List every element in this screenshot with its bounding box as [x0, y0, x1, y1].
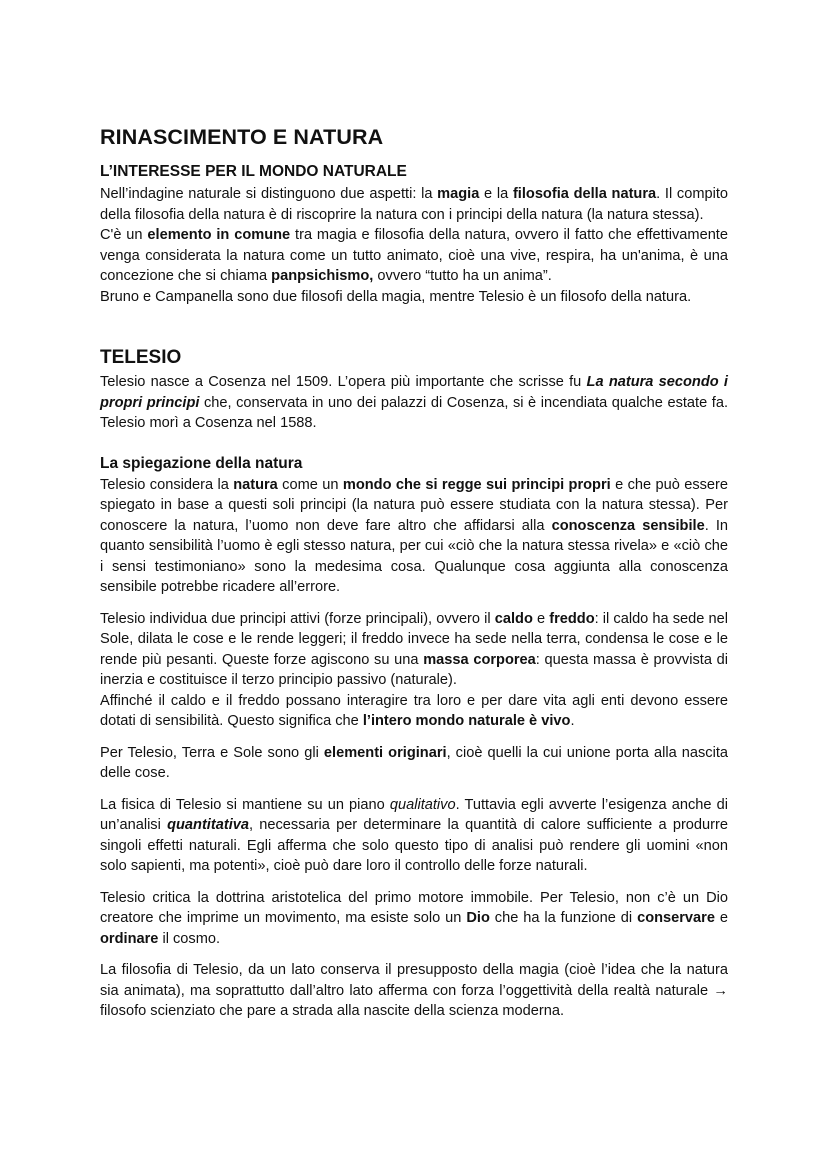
- bold-text: elementi originari: [323, 744, 447, 761]
- paragraph: [100, 225, 728, 287]
- text-run: , necessaria per determinare la quantità di calore sufficiente a produrre singoli effetti naturali. Egli afferma che solo questo tipo di analisi può rendere gli uomini «non solo sapienti, ma potenti», cioè può dare loro il controllo delle forze naturali.: [100, 817, 728, 874]
- page-title: RINASCIMENTO E NATURA: [100, 125, 384, 149]
- bold-text: elemento in comune: [147, 227, 291, 243]
- text-run: Per Telesio, Terra e Sole sono gli: [100, 744, 324, 761]
- text-run: come un: [277, 476, 343, 493]
- text-run: . Il compito della filosofia della natura è di riscoprire la natura con i principi della natura (la natura stessa).: [100, 186, 729, 223]
- bold-text: filosofia della natura: [512, 186, 657, 202]
- bold-text: natura: [233, 476, 278, 493]
- italic-text: qualitativo: [389, 796, 456, 813]
- bold-text: l’intero mondo naturale è vivo: [362, 713, 571, 729]
- text-run: il cosmo.: [158, 930, 221, 947]
- paragraph: [100, 475, 728, 598]
- text-run: La fisica di Telesio si mantiene su un piano: [100, 796, 390, 813]
- text-run: C'è un: [100, 227, 148, 243]
- text-run: . In quanto sensibilità l’uomo è egli stesso natura, per cui «ciò che la natura stessa rivela» e «ciò che i sensi testimoniano» sono la medesima cosa. Qualunque cosa aggiunta alla conoscenza sensibile potrebbe ricadere all’errore.: [100, 517, 728, 595]
- paragraph: [100, 960, 728, 1022]
- text-run: Nell’indagine naturale si distinguono due aspetti: la: [100, 186, 438, 202]
- text-run: e che può essere spiegato in base a questi soli principi (la natura può essere studiata con la natura stessa). Per conoscere la natura, l’uomo non deve fare altro che affidarsi alla: [100, 476, 729, 534]
- text-run: e: [714, 910, 729, 926]
- bold-text: massa corporea: [423, 651, 536, 668]
- bold-text: La natura secondo i propri principi: [100, 374, 728, 411]
- section-heading-interesse: L’INTERESSE PER IL MONDO NATURALE: [100, 163, 407, 180]
- bold-text: freddo: [549, 610, 595, 627]
- paragraph: [100, 184, 728, 225]
- paragraph: [100, 691, 728, 732]
- text-run: Affinché il caldo e il freddo possano interagire tra loro e per dare vita agli enti devono essere dotati di sensibilità. Questo significa che: [100, 692, 728, 729]
- bold-text: conoscenza sensibile: [551, 517, 705, 534]
- text-run: : questa massa è provvista di inerzia e costituisce il terzo principio passivo (naturale).: [100, 651, 729, 688]
- bold-text: quantitativa: [167, 817, 249, 833]
- bold-text: magia: [437, 186, 480, 202]
- bold-text: panpsichismo,: [271, 268, 374, 284]
- text-run: che ha la funzione di: [489, 910, 638, 926]
- text-run: e la: [479, 186, 513, 202]
- paragraph: [100, 743, 728, 784]
- bold-text: Dio: [466, 910, 490, 926]
- paragraph: [100, 888, 728, 950]
- text-run: che, conservata in uno dei palazzi di Cosenza, si è incendiata qualche estate fa. Telesio morì a Cosenza nel 1588.: [100, 394, 728, 431]
- bold-text: ordinare: [100, 930, 159, 947]
- paragraph: [100, 795, 728, 877]
- bold-text: mondo che si regge sui principi propri: [342, 476, 611, 493]
- text-run: Telesio nasce a Cosenza nel 1509. L’opera più importante che scrisse fu: [100, 374, 587, 390]
- text-run: e: [532, 610, 550, 627]
- text-run: tra magia e filosofia della natura, ovvero il fatto che effettivamente venga considerata la natura come un tutto animato, cioè una vive, respira, ha un'anima, è una concezione che si chiama: [100, 227, 728, 284]
- text-run: ovvero “tutto ha un anima”.: [373, 268, 552, 284]
- subheading-spiegazione: La spiegazione della natura: [100, 454, 303, 472]
- bold-text: caldo: [494, 610, 533, 627]
- text-run: , cioè quelli la cui unione porta alla nascita delle cose.: [100, 744, 728, 781]
- text-run: .: [570, 713, 575, 729]
- section-heading-telesio: TELESIO: [100, 347, 182, 368]
- paragraph: [100, 372, 728, 434]
- paragraph: [100, 609, 728, 691]
- text-run: . Tuttavia egli avverte l’esigenza anche di un’analisi: [100, 796, 728, 833]
- text-run: Telesio individua due principi attivi (forze principali), ovvero il: [100, 610, 495, 627]
- text-run: : il caldo ha sede nel Sole, dilata le cose e le rende leggeri; il freddo invece ha sede nella terra, condensa le cose e le rende più pesanti. Queste forze agiscono su una: [100, 610, 728, 668]
- paragraph: [100, 287, 728, 308]
- text-run: Telesio considera la: [100, 476, 234, 493]
- bold-text: conservare: [637, 910, 715, 926]
- text-run: Bruno e Campanella sono due filosofi della magia, mentre Telesio è un filosofo della natura.: [100, 288, 692, 305]
- text-run: Telesio critica la dottrina aristotelica del primo motore immobile. Per Telesio, non c’è un Dio creatore che imprime un movimento, ma esiste solo un: [100, 889, 728, 926]
- text-run: La filosofia di Telesio, da un lato conserva il presupposto della magia (cioè l’idea che la natura sia animata), ma soprattutto dall’altro lato afferma con forza l’oggettività della realtà naturale → filosofo scienziato che pare a strada alla nascite della scienza moderna.: [100, 962, 728, 1019]
